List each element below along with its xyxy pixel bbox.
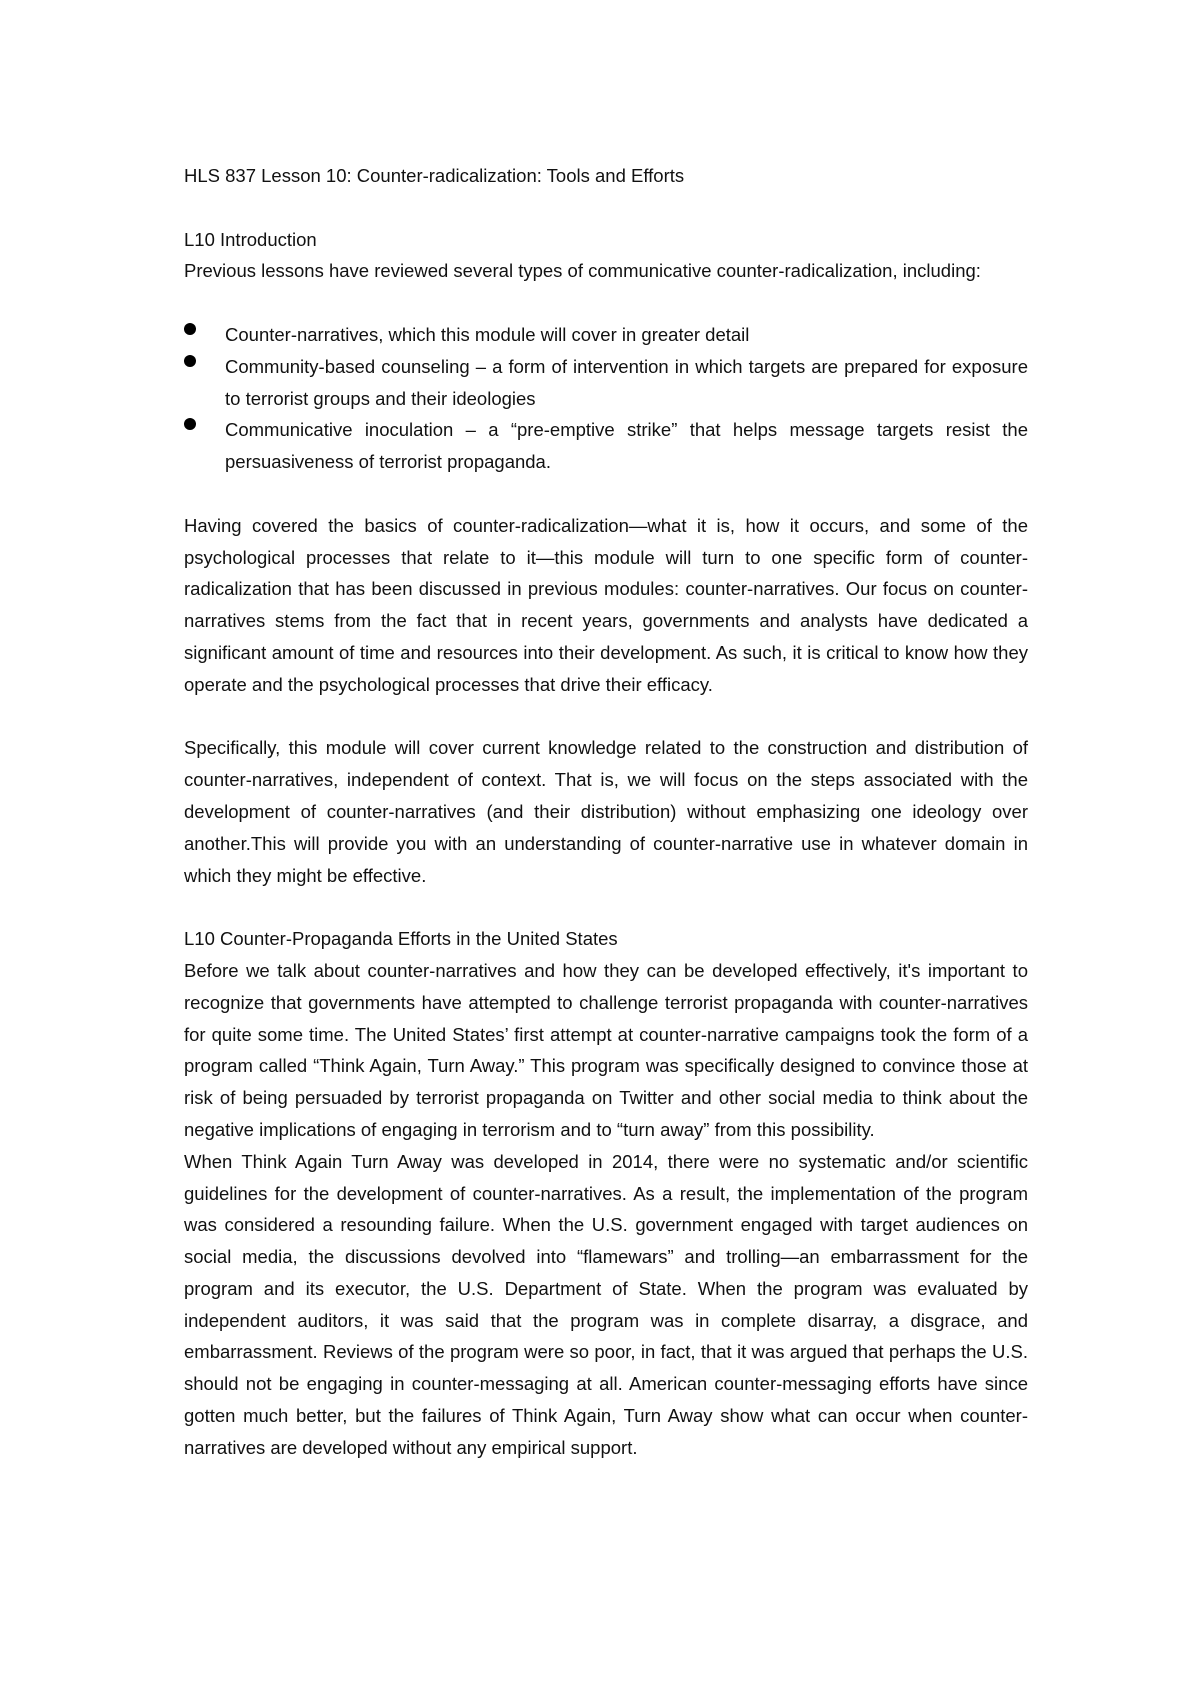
list-item-text: Counter-narratives, which this module will cover in greater detail (225, 323, 750, 345)
bullet-icon (184, 355, 196, 367)
bullet-icon (184, 418, 196, 430)
list-item (184, 351, 1028, 415)
body-paragraph: Having covered the basics of counter-radicalization—what it is, how it occurs, and some of the psychological processes that relate to it—this module will turn to one specific form of counter-radicalization that has been discussed in previous modules: counter-narratives. Our focus on counter-narratives stems from the fact that in recent years, governments and analysts have dedicated a significant amount of time and resources into their development. As such, it is critical to know how they operate and the psychological processes that drive their efficacy. (184, 514, 1028, 695)
bullet-icon (184, 323, 196, 335)
list-item-text: Communicative inoculation – a “pre-emptive strike” that helps message targets resist the persuasiveness of terrorist propaganda. (225, 419, 1028, 473)
body-paragraph: Specifically, this module will cover current knowledge related to the construction and distribution of counter-narratives, independent of context. That is, we will focus on the steps associated with the development of counter-narratives (and their distribution) without emphasizing one ideology over another.This will provide you with an understanding of counter-narrative use in whatever domain in which they might be effective. (184, 737, 1028, 886)
body-paragraph: When Think Again Turn Away was developed in 2014, there were no systematic and/or scientific guidelines for the development of counter-narratives. As a result, the implementation of the program was considered a resounding failure. When the U.S. government engaged with target audiences on social media, the discussions devolved into “flamewars” and trolling—an embarrassment for the program and its executor, the U.S. Department of State. When the program was evaluated by independent auditors, it was said that the program was in complete disarray, a disgrace, and embarrassment. Reviews of the program were so poor, in fact, that it was argued that perhaps the U.S. should not be engaging in counter-messaging at all. American counter-messaging efforts have since gotten much better, but the failures of Think Again, Turn Away show what can occur when counter-narratives are developed without any empirical support. (184, 1150, 1028, 1458)
document-title: HLS 837 Lesson 10: Counter-radicalization: Tools and Efforts (184, 165, 685, 186)
intro-paragraph: Previous lessons have reviewed several types of communicative counter-radicalization, including: (184, 260, 981, 282)
document-page (184, 160, 1028, 1464)
list-item (184, 414, 1028, 478)
section-heading-us-efforts: L10 Counter-Propaganda Efforts in the United States (184, 928, 618, 950)
bullet-list (184, 319, 1028, 478)
body-paragraph: Before we talk about counter-narratives and how they can be developed effectively, it's important to recognize that governments have attempted to challenge terrorist propaganda with counter-narratives for quite some time. The United States’ first attempt at counter-narrative campaigns took the form of a program called “Think Again, Turn Away.” This program was specifically designed to convince those at risk of being persuaded by terrorist propaganda on Twitter and other social media to think about the negative implications of engaging in terrorism and to “turn away” from this possibility. (184, 959, 1028, 1140)
section-heading-introduction: L10 Introduction (184, 228, 317, 250)
list-item (184, 319, 1028, 351)
list-item-text: Community-based counseling – a form of intervention in which targets are prepared for exposure to terrorist groups and their ideologies (225, 355, 1028, 409)
